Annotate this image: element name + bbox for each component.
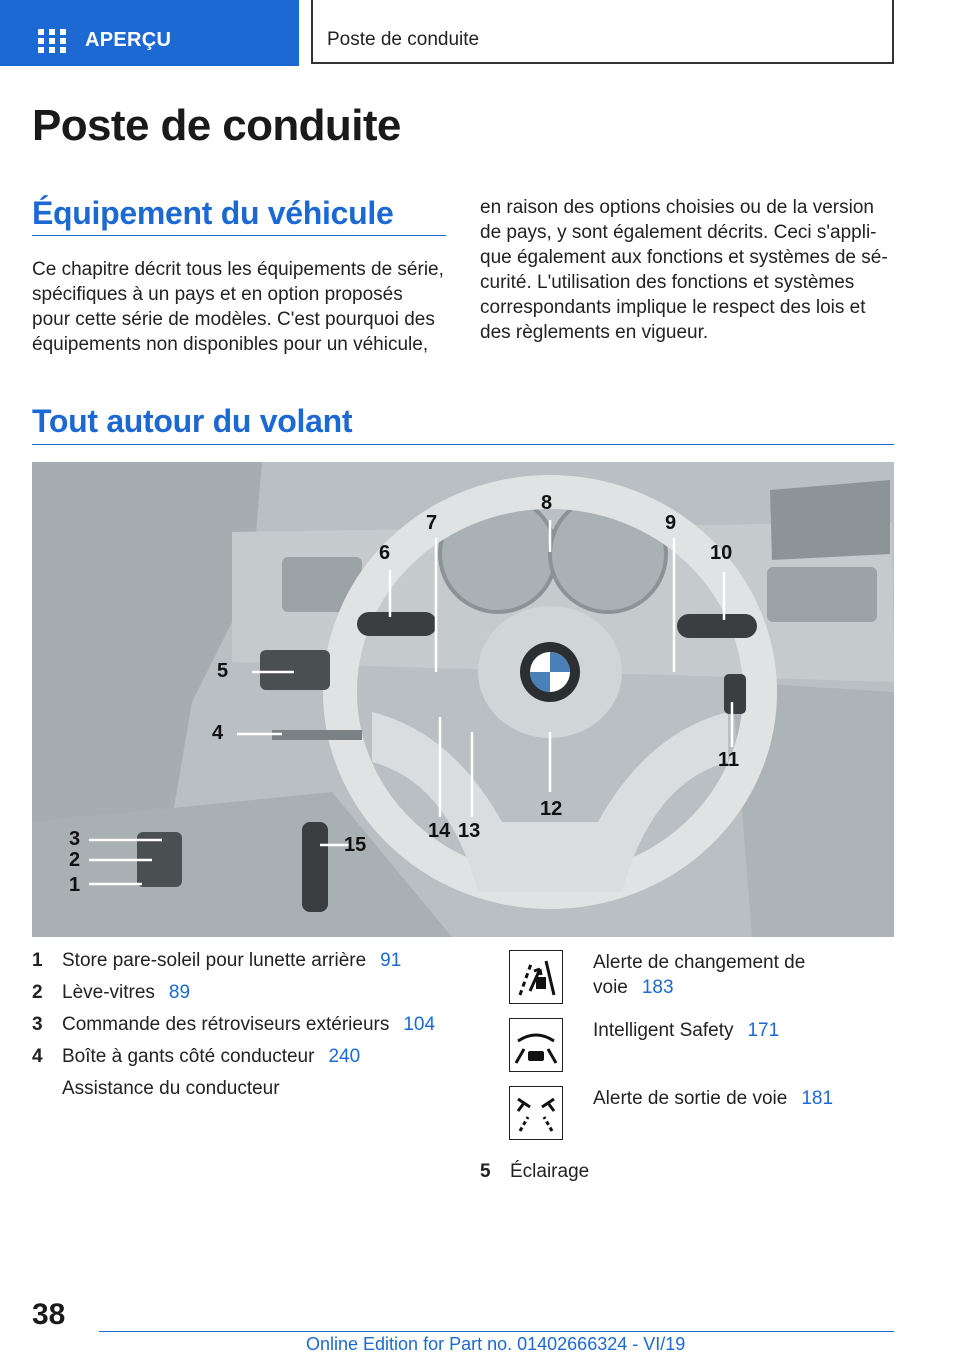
section-breadcrumb[interactable] [311,0,894,64]
heading-rule [32,444,894,445]
intro-column-2 [480,195,888,345]
callout-number: 1 [69,874,81,896]
callout-number: 6 [379,542,391,564]
text-line: spécifiques à un pays et en option proposés [32,284,403,305]
item-text: Commande des rétroviseurs extérieurs [62,1014,390,1035]
item-number: 3 [32,1014,43,1035]
intelligent-safety-icon [509,1018,563,1072]
callout-number: 12 [540,798,563,820]
page-title: Poste de conduite [32,101,401,150]
item-text: voie [593,977,628,998]
page-ref-link[interactable]: 240 [328,1046,361,1067]
lane-change-warning-icon [509,950,563,1004]
callout-number: 14 [428,820,451,842]
item-text: Intelligent Safety [593,1020,734,1041]
item-text: Éclairage [510,1161,590,1182]
text-line: curité. L'utilisation des fonctions et systèmes [480,272,855,293]
grid-icon [38,29,66,53]
text-line: Ce chapitre décrit tous les équipements de série, [32,259,444,280]
page-ref-link[interactable]: 89 [168,982,191,1003]
heading-rule [32,235,446,236]
footer-rule [99,1331,894,1332]
item-text: Lève-vitres [62,982,155,1003]
overview-tab[interactable] [0,0,299,66]
page-number: 38 [32,1298,66,1331]
intro-column-1 [32,257,444,357]
page-ref-link[interactable]: 104 [403,1014,436,1035]
callout-number: 9 [665,512,677,534]
footer-edition: Online Edition for Part no. 01402666324 - VI/19 [306,1334,686,1354]
text-line: des règlements en vigueur. [480,322,709,343]
item-text: Alerte de sortie de voie [593,1088,788,1109]
page-ref-link[interactable]: 181 [801,1088,834,1109]
text-line: en raison des options choisies ou de la version [480,197,874,218]
section-label: Poste de conduite [327,29,480,50]
item-number: 2 [32,982,43,1003]
item-number: 4 [32,1046,43,1067]
page-ref-link[interactable]: 183 [641,977,674,998]
callout-number: 15 [344,834,367,856]
text-line: correspondants implique le respect des lois et [480,297,866,318]
item-text: Alerte de changement de [593,952,806,973]
callout-number: 7 [426,512,438,534]
callout-number: 8 [541,492,553,514]
intelligent-safety-item [593,1018,779,1043]
page-ref-link[interactable]: 91 [380,950,402,971]
text-line: pour cette série de modèles. C'est pourquoi des [32,309,435,330]
lane-departure-item [593,1086,833,1111]
cockpit-illustration [32,462,894,937]
callout-number: 13 [458,820,481,842]
item-text: Store pare-soleil pour lunette arrière [62,950,367,971]
section-heading-steering: Tout autour du volant [32,403,353,439]
overview-label: APERÇU [85,29,172,51]
callout-number: 5 [217,660,229,682]
text-line: que également aux fonctions et systèmes de sé‐ [480,247,888,268]
page-ref-link[interactable]: 171 [747,1020,780,1041]
callout-number: 11 [718,749,740,771]
callout-number: 3 [69,828,81,850]
assist-label: Assistance du conducteur [62,1078,280,1099]
callout-number: 4 [212,722,224,744]
item-text: Boîte à gants côté conducteur [62,1046,315,1067]
lane-change-item [593,950,805,1000]
section-heading-equipment: Équipement du véhicule [32,195,394,231]
callout-number: 2 [69,849,81,871]
text-line: équipements non disponibles pour un véhicule, [32,334,429,355]
callout-number: 10 [710,542,733,564]
item-number: 5 [480,1161,491,1182]
text-line: de pays, y sont également décrits. Ceci s'appli‐ [480,222,877,243]
lane-departure-warning-icon [509,1086,563,1140]
item-number: 1 [32,950,43,971]
